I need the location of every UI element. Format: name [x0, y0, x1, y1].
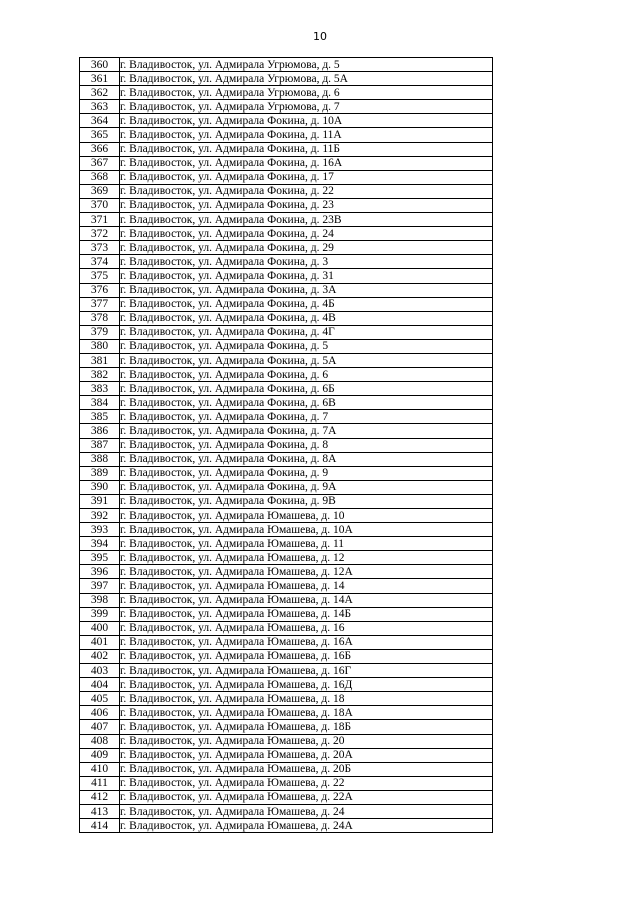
row-number: 407: [80, 720, 120, 734]
table-row: [80, 100, 493, 114]
address-cell: г. Владивосток, ул. Адмирала Юмашева, д. 16Д: [120, 678, 493, 692]
address-cell: г. Владивосток, ул. Адмирала Фокина, д. 29: [120, 241, 493, 255]
table-row: [80, 565, 493, 579]
address-cell: г. Владивосток, ул. Адмирала Угрюмова, д. 5: [120, 58, 493, 72]
row-number: 361: [80, 72, 120, 86]
address-cell: г. Владивосток, ул. Адмирала Юмашева, д. 14А: [120, 593, 493, 607]
table-row: [80, 58, 493, 72]
address-cell: г. Владивосток, ул. Адмирала Угрюмова, д. 7: [120, 100, 493, 114]
table-row: [80, 466, 493, 480]
table-row: [80, 664, 493, 678]
table-row: [80, 86, 493, 100]
table-row: [80, 297, 493, 311]
table-row: [80, 142, 493, 156]
row-number: 409: [80, 748, 120, 762]
table-row: [80, 114, 493, 128]
row-number: 367: [80, 156, 120, 170]
address-cell: г. Владивосток, ул. Адмирала Угрюмова, д. 6: [120, 86, 493, 100]
table-row: [80, 621, 493, 635]
table-row: [80, 706, 493, 720]
row-number: 366: [80, 142, 120, 156]
table-row: [80, 804, 493, 818]
table-row: [80, 593, 493, 607]
table-row: [80, 509, 493, 523]
table-row: [80, 523, 493, 537]
table-row: [80, 255, 493, 269]
row-number: 408: [80, 734, 120, 748]
table-row: [80, 762, 493, 776]
address-cell: г. Владивосток, ул. Адмирала Юмашева, д. 16: [120, 621, 493, 635]
row-number: 401: [80, 635, 120, 649]
table-row: [80, 311, 493, 325]
address-cell: г. Владивосток, ул. Адмирала Фокина, д. 8А: [120, 452, 493, 466]
row-number: 388: [80, 452, 120, 466]
address-cell: г. Владивосток, ул. Адмирала Фокина, д. 9: [120, 466, 493, 480]
page-number: 10: [313, 30, 327, 43]
address-cell: г. Владивосток, ул. Адмирала Фокина, д. 23В: [120, 213, 493, 227]
address-cell: г. Владивосток, ул. Адмирала Юмашева, д. 10А: [120, 523, 493, 537]
address-cell: г. Владивосток, ул. Адмирала Фокина, д. 7А: [120, 424, 493, 438]
address-table-body: [80, 58, 493, 833]
row-number: 376: [80, 283, 120, 297]
table-row: [80, 213, 493, 227]
row-number: 370: [80, 198, 120, 212]
address-cell: г. Владивосток, ул. Адмирала Фокина, д. 9А: [120, 480, 493, 494]
address-cell: г. Владивосток, ул. Адмирала Юмашева, д. 14Б: [120, 607, 493, 621]
row-number: 382: [80, 368, 120, 382]
address-cell: г. Владивосток, ул. Адмирала Фокина, д. 24: [120, 227, 493, 241]
row-number: 360: [80, 58, 120, 72]
table-row: [80, 635, 493, 649]
row-number: 378: [80, 311, 120, 325]
table-row: [80, 156, 493, 170]
address-cell: г. Владивосток, ул. Адмирала Фокина, д. 7: [120, 410, 493, 424]
table-row: [80, 692, 493, 706]
table-row: [80, 128, 493, 142]
row-number: 403: [80, 664, 120, 678]
table-row: [80, 776, 493, 790]
address-cell: г. Владивосток, ул. Адмирала Фокина, д. 11А: [120, 128, 493, 142]
row-number: 396: [80, 565, 120, 579]
row-number: 380: [80, 339, 120, 353]
address-cell: г. Владивосток, ул. Адмирала Фокина, д. 5А: [120, 353, 493, 367]
row-number: 395: [80, 551, 120, 565]
address-cell: г. Владивосток, ул. Адмирала Фокина, д. 4Г: [120, 325, 493, 339]
address-cell: г. Владивосток, ул. Адмирала Фокина, д. 6В: [120, 396, 493, 410]
address-cell: г. Владивосток, ул. Адмирала Фокина, д. 31: [120, 269, 493, 283]
row-number: 389: [80, 466, 120, 480]
address-cell: г. Владивосток, ул. Адмирала Юмашева, д. 20Б: [120, 762, 493, 776]
table-row: [80, 494, 493, 508]
row-number: 364: [80, 114, 120, 128]
table-row: [80, 579, 493, 593]
table-row: [80, 607, 493, 621]
address-cell: г. Владивосток, ул. Адмирала Юмашева, д. 16Б: [120, 649, 493, 663]
table-row: [80, 170, 493, 184]
table-row: [80, 382, 493, 396]
address-cell: г. Владивосток, ул. Адмирала Фокина, д. 22: [120, 184, 493, 198]
row-number: 392: [80, 509, 120, 523]
table-row: [80, 283, 493, 297]
row-number: 399: [80, 607, 120, 621]
table-row: [80, 353, 493, 367]
row-number: 369: [80, 184, 120, 198]
address-cell: г. Владивосток, ул. Адмирала Фокина, д. 11Б: [120, 142, 493, 156]
row-number: 404: [80, 678, 120, 692]
address-cell: г. Владивосток, ул. Адмирала Юмашева, д. 22: [120, 776, 493, 790]
address-cell: г. Владивосток, ул. Адмирала Фокина, д. 4В: [120, 311, 493, 325]
table-row: [80, 790, 493, 804]
row-number: 363: [80, 100, 120, 114]
row-number: 412: [80, 790, 120, 804]
row-number: 374: [80, 255, 120, 269]
row-number: 386: [80, 424, 120, 438]
row-number: 375: [80, 269, 120, 283]
address-cell: г. Владивосток, ул. Адмирала Фокина, д. 10А: [120, 114, 493, 128]
address-cell: г. Владивосток, ул. Адмирала Фокина, д. 17: [120, 170, 493, 184]
address-cell: г. Владивосток, ул. Адмирала Юмашева, д. 20: [120, 734, 493, 748]
row-number: 411: [80, 776, 120, 790]
table-row: [80, 748, 493, 762]
table-row: [80, 410, 493, 424]
address-cell: г. Владивосток, ул. Адмирала Юмашева, д. 18А: [120, 706, 493, 720]
row-number: 405: [80, 692, 120, 706]
address-cell: г. Владивосток, ул. Адмирала Фокина, д. 3А: [120, 283, 493, 297]
row-number: 406: [80, 706, 120, 720]
row-number: 373: [80, 241, 120, 255]
table-row: [80, 551, 493, 565]
address-cell: г. Владивосток, ул. Адмирала Угрюмова, д. 5А: [120, 72, 493, 86]
address-cell: г. Владивосток, ул. Адмирала Фокина, д. 6: [120, 368, 493, 382]
address-cell: г. Владивосток, ул. Адмирала Фокина, д. 9В: [120, 494, 493, 508]
address-cell: г. Владивосток, ул. Адмирала Фокина, д. 4Б: [120, 297, 493, 311]
address-cell: г. Владивосток, ул. Адмирала Юмашева, д. 12А: [120, 565, 493, 579]
table-row: [80, 452, 493, 466]
row-number: 362: [80, 86, 120, 100]
row-number: 393: [80, 523, 120, 537]
row-number: 372: [80, 227, 120, 241]
row-number: 385: [80, 410, 120, 424]
address-cell: г. Владивосток, ул. Адмирала Юмашева, д. 22А: [120, 790, 493, 804]
table-row: [80, 424, 493, 438]
row-number: 394: [80, 537, 120, 551]
address-cell: г. Владивосток, ул. Адмирала Юмашева, д. 16А: [120, 635, 493, 649]
address-cell: г. Владивосток, ул. Адмирала Юмашева, д. 10: [120, 509, 493, 523]
address-cell: г. Владивосток, ул. Адмирала Юмашева, д. 12: [120, 551, 493, 565]
table-row: [80, 396, 493, 410]
address-cell: г. Владивосток, ул. Адмирала Юмашева, д. 18Б: [120, 720, 493, 734]
row-number: 390: [80, 480, 120, 494]
address-cell: г. Владивосток, ул. Адмирала Фокина, д. 6Б: [120, 382, 493, 396]
row-number: 381: [80, 353, 120, 367]
table-row: [80, 734, 493, 748]
table-row: [80, 339, 493, 353]
address-cell: г. Владивосток, ул. Адмирала Юмашева, д. 24: [120, 804, 493, 818]
row-number: 379: [80, 325, 120, 339]
address-cell: г. Владивосток, ул. Адмирала Юмашева, д. 20А: [120, 748, 493, 762]
address-cell: г. Владивосток, ул. Адмирала Фокина, д. 16А: [120, 156, 493, 170]
row-number: 402: [80, 649, 120, 663]
table-row: [80, 368, 493, 382]
table-row: [80, 720, 493, 734]
address-cell: г. Владивосток, ул. Адмирала Юмашева, д. 24А: [120, 819, 493, 833]
address-cell: г. Владивосток, ул. Адмирала Юмашева, д. 18: [120, 692, 493, 706]
address-cell: г. Владивосток, ул. Адмирала Юмашева, д. 16Г: [120, 664, 493, 678]
row-number: 413: [80, 804, 120, 818]
address-cell: г. Владивосток, ул. Адмирала Юмашева, д. 11: [120, 537, 493, 551]
address-cell: г. Владивосток, ул. Адмирала Фокина, д. 3: [120, 255, 493, 269]
row-number: 398: [80, 593, 120, 607]
table-row: [80, 819, 493, 833]
address-table: [79, 57, 493, 833]
row-number: 365: [80, 128, 120, 142]
row-number: 397: [80, 579, 120, 593]
table-row: [80, 537, 493, 551]
table-row: [80, 678, 493, 692]
address-cell: г. Владивосток, ул. Адмирала Юмашева, д. 14: [120, 579, 493, 593]
row-number: 384: [80, 396, 120, 410]
address-cell: г. Владивосток, ул. Адмирала Фокина, д. 5: [120, 339, 493, 353]
table-row: [80, 269, 493, 283]
table-row: [80, 227, 493, 241]
row-number: 414: [80, 819, 120, 833]
table-row: [80, 198, 493, 212]
row-number: 387: [80, 438, 120, 452]
table-row: [80, 184, 493, 198]
table-row: [80, 325, 493, 339]
row-number: 371: [80, 213, 120, 227]
table-row: [80, 649, 493, 663]
row-number: 368: [80, 170, 120, 184]
row-number: 383: [80, 382, 120, 396]
row-number: 377: [80, 297, 120, 311]
row-number: 400: [80, 621, 120, 635]
address-cell: г. Владивосток, ул. Адмирала Фокина, д. 8: [120, 438, 493, 452]
table-row: [80, 438, 493, 452]
table-row: [80, 480, 493, 494]
address-cell: г. Владивосток, ул. Адмирала Фокина, д. 23: [120, 198, 493, 212]
table-row: [80, 241, 493, 255]
row-number: 391: [80, 494, 120, 508]
table-row: [80, 72, 493, 86]
row-number: 410: [80, 762, 120, 776]
